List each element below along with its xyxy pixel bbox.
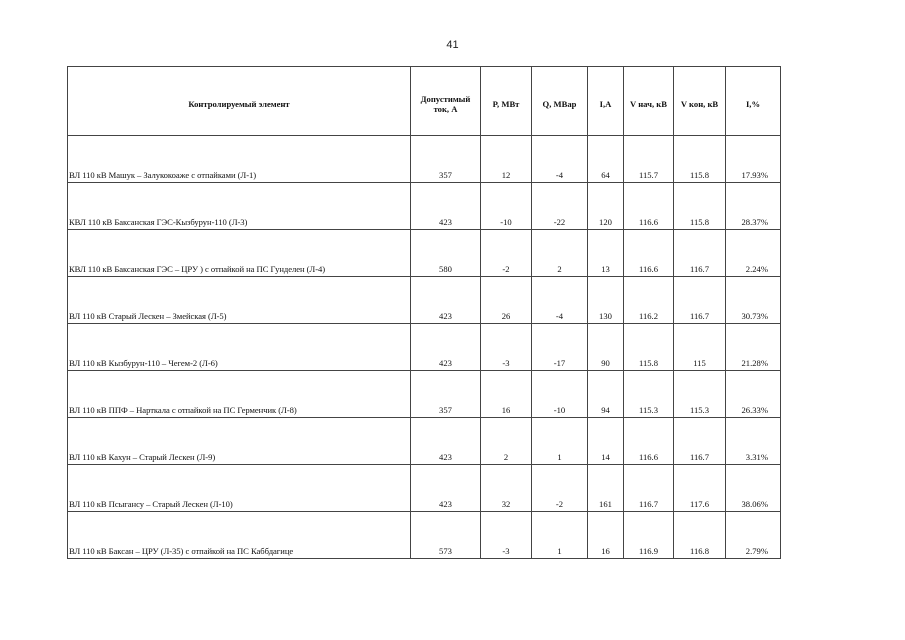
table-row bbox=[68, 371, 781, 418]
cell-element-name: ВЛ 110 кВ Кызбурун-110 – Чегем-2 (Л-6) bbox=[68, 324, 411, 371]
cell-current: 130 bbox=[588, 277, 624, 324]
cell-active-power: -3 bbox=[481, 512, 532, 559]
cell-load-percent: 3.31% bbox=[726, 418, 781, 465]
cell-voltage-end: 115.8 bbox=[674, 183, 726, 230]
cell-load-percent: 38.06% bbox=[726, 465, 781, 512]
cell-reactive-power: -10 bbox=[532, 371, 588, 418]
cell-load-percent: 26.33% bbox=[726, 371, 781, 418]
cell-element-name: ВЛ 110 кВ Старый Лескен – Змейская (Л-5) bbox=[68, 277, 411, 324]
cell-allowed-current: 423 bbox=[411, 277, 481, 324]
cell-active-power: 2 bbox=[481, 418, 532, 465]
cell-current: 161 bbox=[588, 465, 624, 512]
cell-element-name: ВЛ 110 кВ Машук – Залукокоаже с отпайками (Л-1) bbox=[68, 136, 411, 183]
header-row bbox=[68, 67, 781, 136]
cell-voltage-end: 116.7 bbox=[674, 230, 726, 277]
cell-reactive-power: 1 bbox=[532, 418, 588, 465]
cell-allowed-current: 357 bbox=[411, 371, 481, 418]
cell-active-power: -2 bbox=[481, 230, 532, 277]
cell-active-power: 16 bbox=[481, 371, 532, 418]
page-number: 41 bbox=[446, 39, 459, 51]
cell-voltage-end: 117.6 bbox=[674, 465, 726, 512]
cell-allowed-current: 423 bbox=[411, 324, 481, 371]
cell-current: 90 bbox=[588, 324, 624, 371]
header-reactive-power: Q, МВар bbox=[532, 67, 588, 136]
cell-voltage-start: 116.6 bbox=[624, 230, 674, 277]
cell-load-percent: 17.93% bbox=[726, 136, 781, 183]
cell-allowed-current: 357 bbox=[411, 136, 481, 183]
cell-current: 16 bbox=[588, 512, 624, 559]
cell-element-name: КВЛ 110 кВ Баксанская ГЭС – ЦРУ ) с отпайкой на ПС Гунделен (Л-4) bbox=[68, 230, 411, 277]
cell-active-power: -10 bbox=[481, 183, 532, 230]
cell-voltage-start: 116.7 bbox=[624, 465, 674, 512]
table-row bbox=[68, 512, 781, 559]
cell-allowed-current: 580 bbox=[411, 230, 481, 277]
table-row bbox=[68, 277, 781, 324]
header-voltage-start: V нач, кВ bbox=[624, 67, 674, 136]
cell-voltage-end: 115 bbox=[674, 324, 726, 371]
cell-active-power: 12 bbox=[481, 136, 532, 183]
table-row bbox=[68, 136, 781, 183]
cell-reactive-power: -4 bbox=[532, 136, 588, 183]
cell-load-percent: 2.79% bbox=[726, 512, 781, 559]
cell-current: 14 bbox=[588, 418, 624, 465]
cell-load-percent: 21.28% bbox=[726, 324, 781, 371]
cell-reactive-power: -22 bbox=[532, 183, 588, 230]
cell-reactive-power: -4 bbox=[532, 277, 588, 324]
cell-voltage-end: 116.7 bbox=[674, 277, 726, 324]
table-row bbox=[68, 230, 781, 277]
cell-active-power: 26 bbox=[481, 277, 532, 324]
cell-allowed-current: 423 bbox=[411, 418, 481, 465]
cell-voltage-end: 115.3 bbox=[674, 371, 726, 418]
cell-current: 120 bbox=[588, 183, 624, 230]
header-load-percent: I,% bbox=[726, 67, 781, 136]
cell-voltage-start: 115.3 bbox=[624, 371, 674, 418]
cell-voltage-end: 116.7 bbox=[674, 418, 726, 465]
header-active-power: P, МВт bbox=[481, 67, 532, 136]
cell-reactive-power: 2 bbox=[532, 230, 588, 277]
cell-allowed-current: 423 bbox=[411, 183, 481, 230]
header-controlled-element: Контролируемый элемент bbox=[68, 67, 411, 136]
cell-voltage-end: 116.8 bbox=[674, 512, 726, 559]
load-flow-table bbox=[67, 66, 781, 559]
cell-element-name: ВЛ 110 кВ Псыгансу – Старый Лескен (Л-10) bbox=[68, 465, 411, 512]
cell-voltage-start: 115.7 bbox=[624, 136, 674, 183]
header-current: I,А bbox=[588, 67, 624, 136]
cell-load-percent: 28.37% bbox=[726, 183, 781, 230]
cell-element-name: КВЛ 110 кВ Баксанская ГЭС-Кызбурун-110 (Л-3) bbox=[68, 183, 411, 230]
cell-reactive-power: -2 bbox=[532, 465, 588, 512]
cell-voltage-start: 116.6 bbox=[624, 183, 674, 230]
cell-element-name: ВЛ 110 кВ Баксан – ЦРУ (Л-35) с отпайкой на ПС Каббдагице bbox=[68, 512, 411, 559]
cell-current: 94 bbox=[588, 371, 624, 418]
table-row bbox=[68, 183, 781, 230]
cell-voltage-start: 116.6 bbox=[624, 418, 674, 465]
cell-element-name: ВЛ 110 кВ Кахун – Старый Лескен (Л-9) bbox=[68, 418, 411, 465]
table-row bbox=[68, 465, 781, 512]
table-row bbox=[68, 418, 781, 465]
cell-voltage-start: 115.8 bbox=[624, 324, 674, 371]
cell-reactive-power: -17 bbox=[532, 324, 588, 371]
cell-element-name: ВЛ 110 кВ ППФ – Нарткала с отпайкой на ПС Герменчик (Л-8) bbox=[68, 371, 411, 418]
cell-reactive-power: 1 bbox=[532, 512, 588, 559]
cell-active-power: -3 bbox=[481, 324, 532, 371]
cell-active-power: 32 bbox=[481, 465, 532, 512]
cell-load-percent: 2.24% bbox=[726, 230, 781, 277]
cell-voltage-end: 115.8 bbox=[674, 136, 726, 183]
header-allowed-current: Допустимый ток, А bbox=[411, 67, 481, 136]
cell-current: 64 bbox=[588, 136, 624, 183]
cell-allowed-current: 423 bbox=[411, 465, 481, 512]
cell-voltage-start: 116.9 bbox=[624, 512, 674, 559]
table-row bbox=[68, 324, 781, 371]
cell-load-percent: 30.73% bbox=[726, 277, 781, 324]
cell-allowed-current: 573 bbox=[411, 512, 481, 559]
cell-voltage-start: 116.2 bbox=[624, 277, 674, 324]
cell-current: 13 bbox=[588, 230, 624, 277]
header-voltage-end: V кон, кВ bbox=[674, 67, 726, 136]
